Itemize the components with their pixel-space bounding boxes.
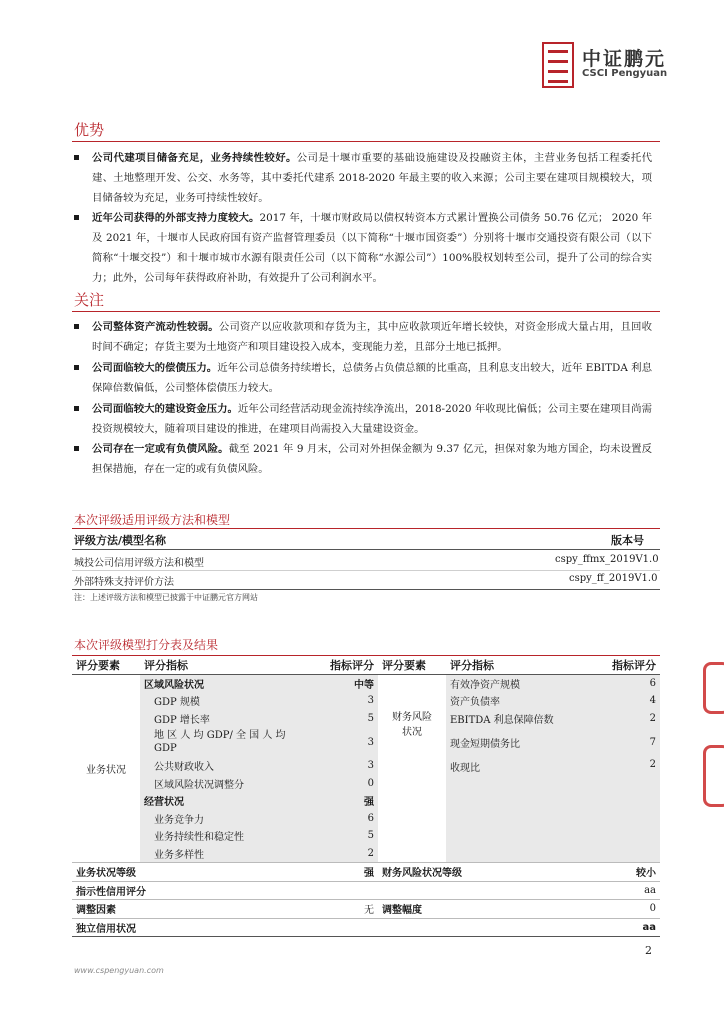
score-header-score-2: 指标评分 <box>590 656 660 675</box>
gdp-growth-label: GDP 增长率 <box>140 710 308 728</box>
methods-row-2-name: 外部特殊支持评价方法 <box>74 577 174 588</box>
blank-cell <box>590 827 660 845</box>
blank-cell <box>446 845 590 863</box>
finance-group-label: 财务风险 状况 <box>392 711 432 738</box>
business-grade-value: 强 <box>308 863 378 882</box>
fiscal-revenue-label: 公共财政收入 <box>140 757 308 775</box>
ebitda-coverage-label: EBITDA 利息保障倍数 <box>446 710 590 728</box>
concern-item-4: 公司存在一定或有负债风险。截至 2021 年 9 月末，公司对外担保金额为 9.37 亿元，担保对象为地方国企，均未设置反担保措施，存在一定的或有负债风险。 <box>74 439 652 479</box>
finance-group-blank <box>378 775 446 863</box>
cash-collection-label: 收现比 <box>446 757 590 792</box>
table-row <box>72 710 660 728</box>
methods-header-version: 版本号 <box>611 534 644 547</box>
adjust-factor-value: 无 <box>308 900 378 919</box>
score-header-indicator: 评分指标 <box>140 656 308 675</box>
methods-header-name: 评级方法/模型名称 <box>74 534 167 547</box>
indicative-score-label: 指示性信用评分 <box>72 881 590 900</box>
blank-cell <box>446 810 590 828</box>
score-table <box>72 655 660 937</box>
adjust-factor-label: 调整因素 <box>72 900 308 919</box>
fiscal-revenue-value: 3 <box>308 757 378 775</box>
sustainability-value: 5 <box>308 827 378 845</box>
gdp-scale-label: GDP 规模 <box>140 692 308 710</box>
score-header-indicator-2: 评分指标 <box>446 656 590 675</box>
debt-ratio-label: 资产负债率 <box>446 692 590 710</box>
region-risk-value: 中等 <box>308 674 378 692</box>
methods-table-top-rule <box>72 528 660 529</box>
concerns-rule <box>72 311 660 312</box>
cash-debt-label: 现金短期债务比 <box>446 727 590 757</box>
table-row <box>72 674 660 692</box>
indicative-score-value: aa <box>590 881 660 900</box>
business-grade-label: 业务状况等级 <box>72 863 308 882</box>
debt-ratio-value: 4 <box>590 692 660 710</box>
business-group-label: 业务状况 <box>86 764 126 776</box>
concern-item-3: 公司面临较大的建设资金压力。近年公司经营活动现金流持续净流出，2018-2020 年收现比偏低；公司主要在建项目尚需投资规模较大，随着项目建设的推进，在建项目尚需投入大量建设资金。 <box>74 399 652 439</box>
blank-cell <box>590 845 660 863</box>
logo-cn-text: 中证鹏元 <box>582 48 667 70</box>
table-row <box>72 881 660 900</box>
table-row <box>72 810 660 828</box>
score-table-title: 本次评级模型打分表及结果 <box>74 638 219 652</box>
equity-scale-label: 有效净资产规模 <box>446 674 590 692</box>
gdp-per-capita-value: 3 <box>308 727 378 757</box>
table-row <box>72 827 660 845</box>
operation-value: 强 <box>308 792 378 810</box>
standalone-credit-value: aa <box>590 918 660 937</box>
seal-stamp-top <box>703 662 724 714</box>
blank-cell <box>446 827 590 845</box>
equity-scale-value: 6 <box>590 674 660 692</box>
concern-item-1: 公司整体资产流动性较弱。公司资产以应收款项和存货为主，其中应收款项近年增长较快，对资金形成大量占用，且回收时间不确定；存货主要为土地资产和项目建设投入成本，变现能力差，且部分土地已抵押。 <box>74 317 652 357</box>
table-row <box>72 792 660 810</box>
table-row <box>72 757 660 775</box>
methods-note: 注：上述评级方法和模型已披露于中证鹏元官方网站 <box>74 593 258 602</box>
table-row <box>72 727 660 757</box>
advantage-item-1: 公司代建项目储备充足，业务持续性较好。公司是十堰市重要的基础设施建设及投融资主体，主营业务包括工程委托代建、土地整理开发、公交、水务等，其中委托代建系 2018-2020 年最主要的收入来源；公司主要在建项目规模较大，项目储备较为充足，业务可持续性较好。 <box>74 148 652 208</box>
concern-item-2: 公司面临较大的偿债压力。近年公司总债务持续增长，总债务占负债总额的比重高，且利息支出较大，近年 EBITDA 利息保障倍数偏低，公司整体偿债压力较大。 <box>74 358 652 398</box>
table-row <box>72 863 660 882</box>
blank-cell <box>590 810 660 828</box>
gdp-per-capita-label: 地 区 人 均 GDP/ 全 国 人 均 GDP <box>140 727 308 757</box>
methods-header-rule <box>72 549 660 550</box>
footer-url: www.cspengyuan.com <box>74 966 164 975</box>
competitiveness-value: 6 <box>308 810 378 828</box>
methods-row-1-name: 城投公司信用评级方法和模型 <box>74 558 204 569</box>
methods-row-rule <box>72 570 660 571</box>
finance-grade-value: 较小 <box>590 863 660 882</box>
blank-cell <box>446 792 590 810</box>
adjust-range-value: 0 <box>590 900 660 919</box>
sustainability-label: 业务持续性和稳定性 <box>140 827 308 845</box>
advantage-item-2: 近年公司获得的外部支持力度较大。2017 年，十堰市财政局以债权转资本方式累计置换公司债务 50.76 亿元； 2020 年及 2021 年，十堰市人民政府国有资产监督管理委员（以下简称“十堰市国资委”）分别将十堰市交通投资有限公司（以下简称“十堰交投”）和十堰市城市水源有限责任公司（以下简称“水源公司”）100%股权划转至公司，提升了公司的综合实力；此外，公司每年获得政府补助，有效提升了公司利润水平。 <box>74 208 652 288</box>
table-row <box>72 692 660 710</box>
region-adjust-value: 0 <box>308 775 378 793</box>
score-header-factor: 评分要素 <box>72 656 140 675</box>
diversity-label: 业务多样性 <box>140 845 308 863</box>
table-row <box>72 845 660 863</box>
table-row <box>72 900 660 919</box>
table-row <box>72 918 660 937</box>
region-risk-label: 区域风险状况 <box>140 674 308 692</box>
score-header-score: 指标评分 <box>308 656 378 675</box>
methods-table-title: 本次评级适用评级方法和模型 <box>74 513 231 527</box>
score-header-factor-2: 评分要素 <box>378 656 446 675</box>
finance-grade-label: 财务风险状况等级 <box>378 863 590 882</box>
adjust-range-label: 调整幅度 <box>378 900 590 919</box>
advantages-title: 优势 <box>74 121 105 139</box>
blank-cell <box>590 792 660 810</box>
operation-label: 经营状况 <box>140 792 308 810</box>
cash-collection-value: 2 <box>590 757 660 792</box>
page-number: 2 <box>645 944 652 957</box>
advantages-rule <box>72 141 660 142</box>
standalone-credit-label: 独立信用状况 <box>72 918 590 937</box>
methods-row-2-version: cspy_ff_2019V1.0 <box>569 573 658 584</box>
methods-bottom-rule <box>72 589 660 590</box>
competitiveness-label: 业务竞争力 <box>140 810 308 828</box>
gdp-scale-value: 3 <box>308 692 378 710</box>
ebitda-coverage-value: 2 <box>590 710 660 728</box>
concerns-title: 关注 <box>74 291 105 309</box>
diversity-value: 2 <box>308 845 378 863</box>
cash-debt-value: 7 <box>590 727 660 757</box>
seal-stamp-bottom <box>703 745 724 807</box>
gdp-growth-value: 5 <box>308 710 378 728</box>
region-adjust-label: 区域风险状况调整分 <box>140 775 308 793</box>
logo-en-text: CSCI Pengyuan <box>582 68 668 79</box>
logo-mark <box>542 42 574 88</box>
methods-row-1-version: cspy_ffmx_2019V1.0 <box>555 554 659 565</box>
score-table-header-row <box>72 656 660 675</box>
